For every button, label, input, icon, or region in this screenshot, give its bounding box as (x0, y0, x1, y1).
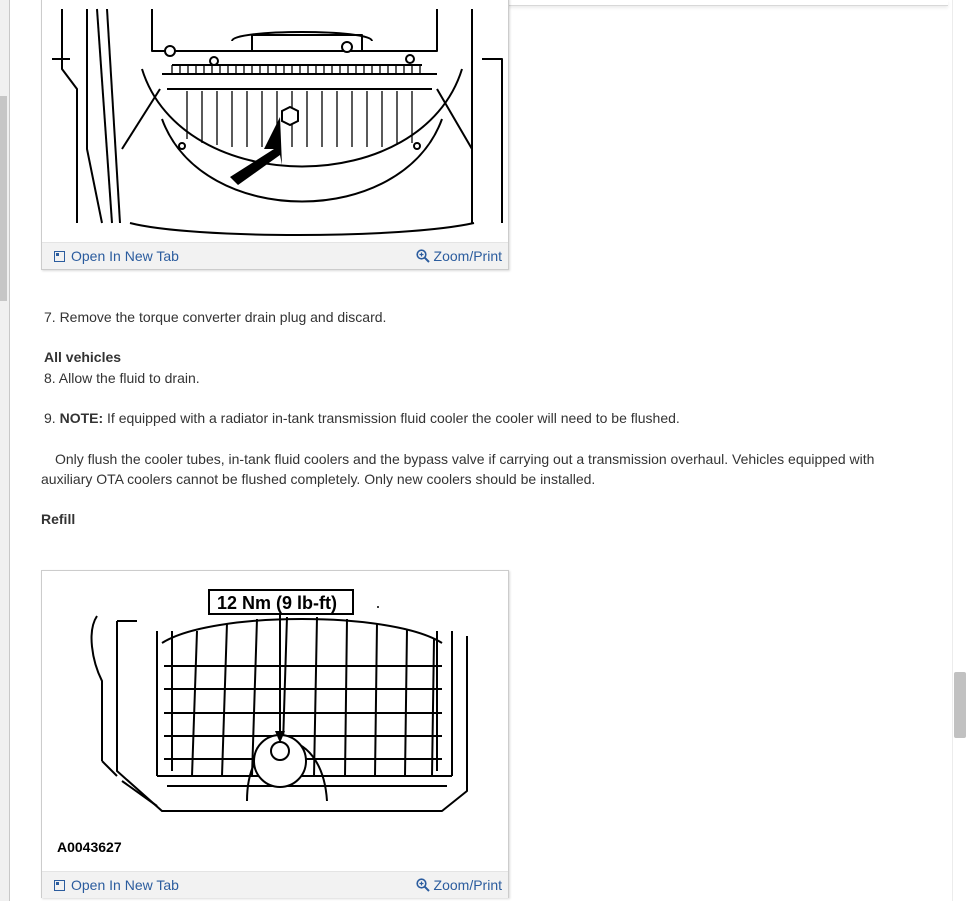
top-panel-edge (508, 0, 948, 6)
open-in-new-tab-link[interactable]: Open In New Tab (54, 248, 179, 264)
step-9-number: 9. (44, 410, 56, 426)
torque-spec-label: 12 Nm (9 lb-ft) (217, 593, 338, 613)
left-scroll-thumb[interactable] (0, 96, 7, 301)
converter-drain-plug-illustration (42, 0, 508, 239)
new-tab-icon (54, 251, 65, 262)
note-label: NOTE: (59, 410, 104, 426)
refill-heading: Refill (41, 511, 76, 527)
zoom-print-link[interactable]: Zoom/Print (416, 248, 502, 264)
zoom-icon (416, 249, 430, 263)
zoom-print-link[interactable]: Zoom/Print (416, 877, 502, 893)
step-9 (44, 408, 680, 428)
pan-drain-plug-illustration (42, 571, 508, 871)
step-9-text: If equipped with a radiator in-tank transmission fluid cooler the cooler will need to be flushed. (107, 410, 680, 426)
figure-toolbar (42, 242, 508, 269)
open-in-new-tab-link[interactable]: Open In New Tab (54, 877, 179, 893)
figure-toolbar (42, 871, 508, 898)
step-7: 7. Remove the torque converter drain plug and discard. (44, 309, 387, 325)
step-8: 8. Allow the fluid to drain. (44, 370, 200, 386)
note-line-2: auxiliary OTA coolers cannot be flushed completely. Only new coolers should be installed. (41, 471, 596, 487)
note-line-1: Only flush the cooler tubes, in-tank fluid coolers and the bypass valve if carrying out a transmission overhaul. Vehicles equipped with (55, 451, 875, 467)
new-tab-icon (54, 880, 65, 891)
figure-id: A0043627 (57, 839, 122, 855)
vertical-scroll-thumb[interactable] (954, 672, 966, 738)
zoom-icon (416, 878, 430, 892)
vertical-scrollbar[interactable] (952, 0, 970, 901)
figure-pan-drain-plug (41, 570, 509, 898)
figure-converter-drain-plug (41, 0, 509, 270)
all-vehicles-heading: All vehicles (44, 349, 122, 365)
